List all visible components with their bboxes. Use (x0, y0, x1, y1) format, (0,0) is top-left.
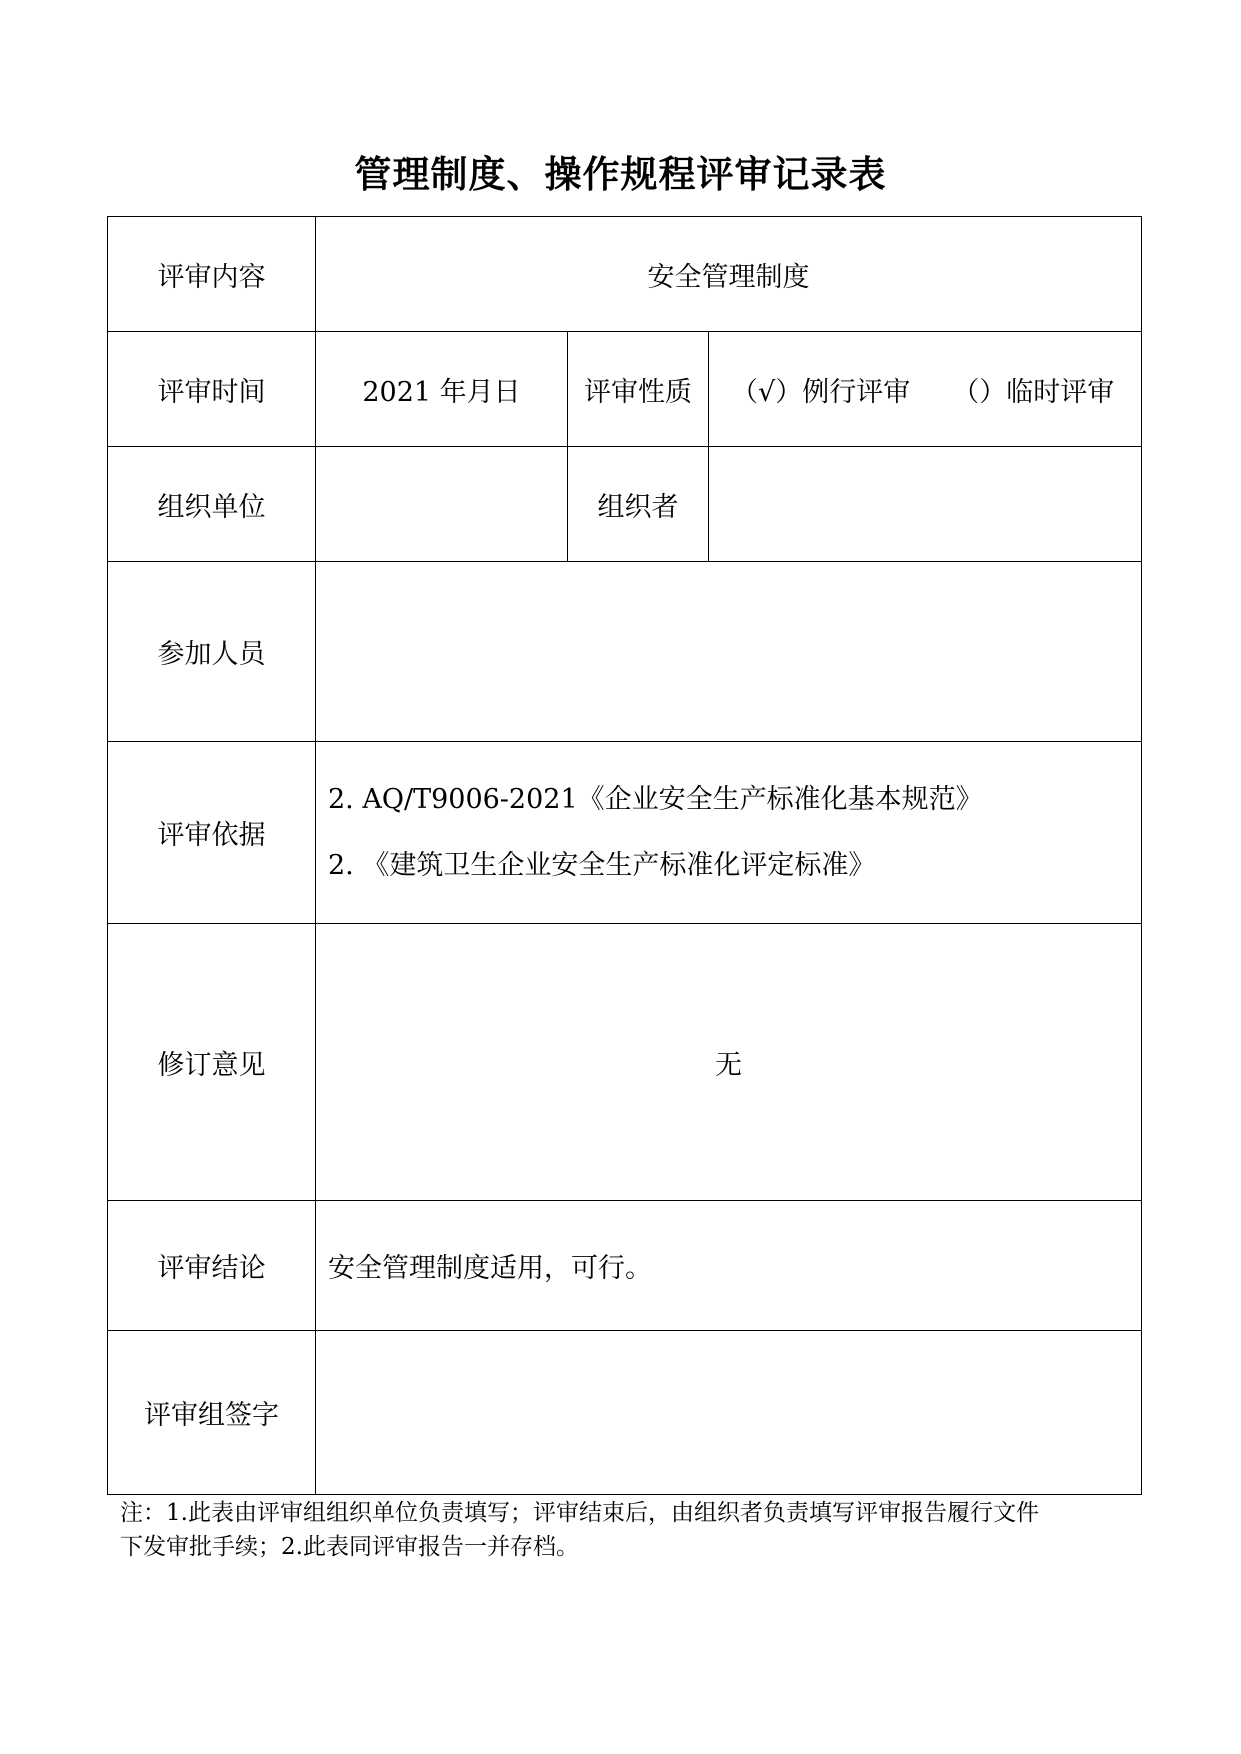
value-review-content[interactable]: 安全管理制度 (316, 217, 1142, 332)
label-organizer: 组织者 (568, 447, 709, 562)
value-organizer[interactable] (709, 447, 1142, 562)
value-review-signature[interactable] (316, 1331, 1142, 1495)
review-record-table (107, 216, 1142, 1495)
footnote (120, 1496, 1140, 1564)
option-routine-review[interactable]: （√）例行评审 (731, 376, 911, 408)
label-review-time: 评审时间 (108, 332, 316, 447)
label-review-conclusion: 评审结论 (108, 1201, 316, 1331)
value-review-nature (709, 332, 1142, 447)
option-temporary-review[interactable]: （）临时评审 (952, 376, 1115, 408)
label-review-content: 评审内容 (108, 217, 316, 332)
value-revision-opinion[interactable]: 无 (316, 924, 1142, 1201)
row-review-conclusion (108, 1201, 1142, 1331)
row-organizing-unit (108, 447, 1142, 562)
basis-item: 2. AQ/T9006-2021《企业安全生产标准化基本规范》 (328, 783, 983, 815)
basis-item: 2. 《建筑卫生企业安全生产标准化评定标准》 (328, 849, 876, 881)
row-review-time (108, 332, 1142, 447)
label-review-signature: 评审组签字 (108, 1331, 316, 1495)
label-participants: 参加人员 (108, 562, 316, 742)
page-title: 管理制度、操作规程评审记录表 (354, 153, 887, 196)
footnote-line: 下发审批手续；2.此表同评审报告一并存档。 (120, 1534, 579, 1560)
row-review-signature (108, 1331, 1142, 1495)
row-review-basis (108, 742, 1142, 924)
value-organizing-unit[interactable] (316, 447, 568, 562)
value-review-basis[interactable] (316, 742, 1142, 924)
label-review-basis: 评审依据 (108, 742, 316, 924)
value-review-time[interactable]: 2021 年月日 (316, 332, 568, 447)
value-participants[interactable] (316, 562, 1142, 742)
row-review-content (108, 217, 1142, 332)
label-review-nature: 评审性质 (568, 332, 709, 447)
label-revision-opinion: 修订意见 (108, 924, 316, 1201)
value-review-conclusion[interactable]: 安全管理制度适用，可行。 (316, 1201, 1142, 1331)
row-participants (108, 562, 1142, 742)
label-organizing-unit: 组织单位 (108, 447, 316, 562)
row-revision-opinion (108, 924, 1142, 1201)
footnote-line: 注：1.此表由评审组组织单位负责填写；评审结束后，由组织者负责填写评审报告履行文件 (120, 1500, 1039, 1526)
